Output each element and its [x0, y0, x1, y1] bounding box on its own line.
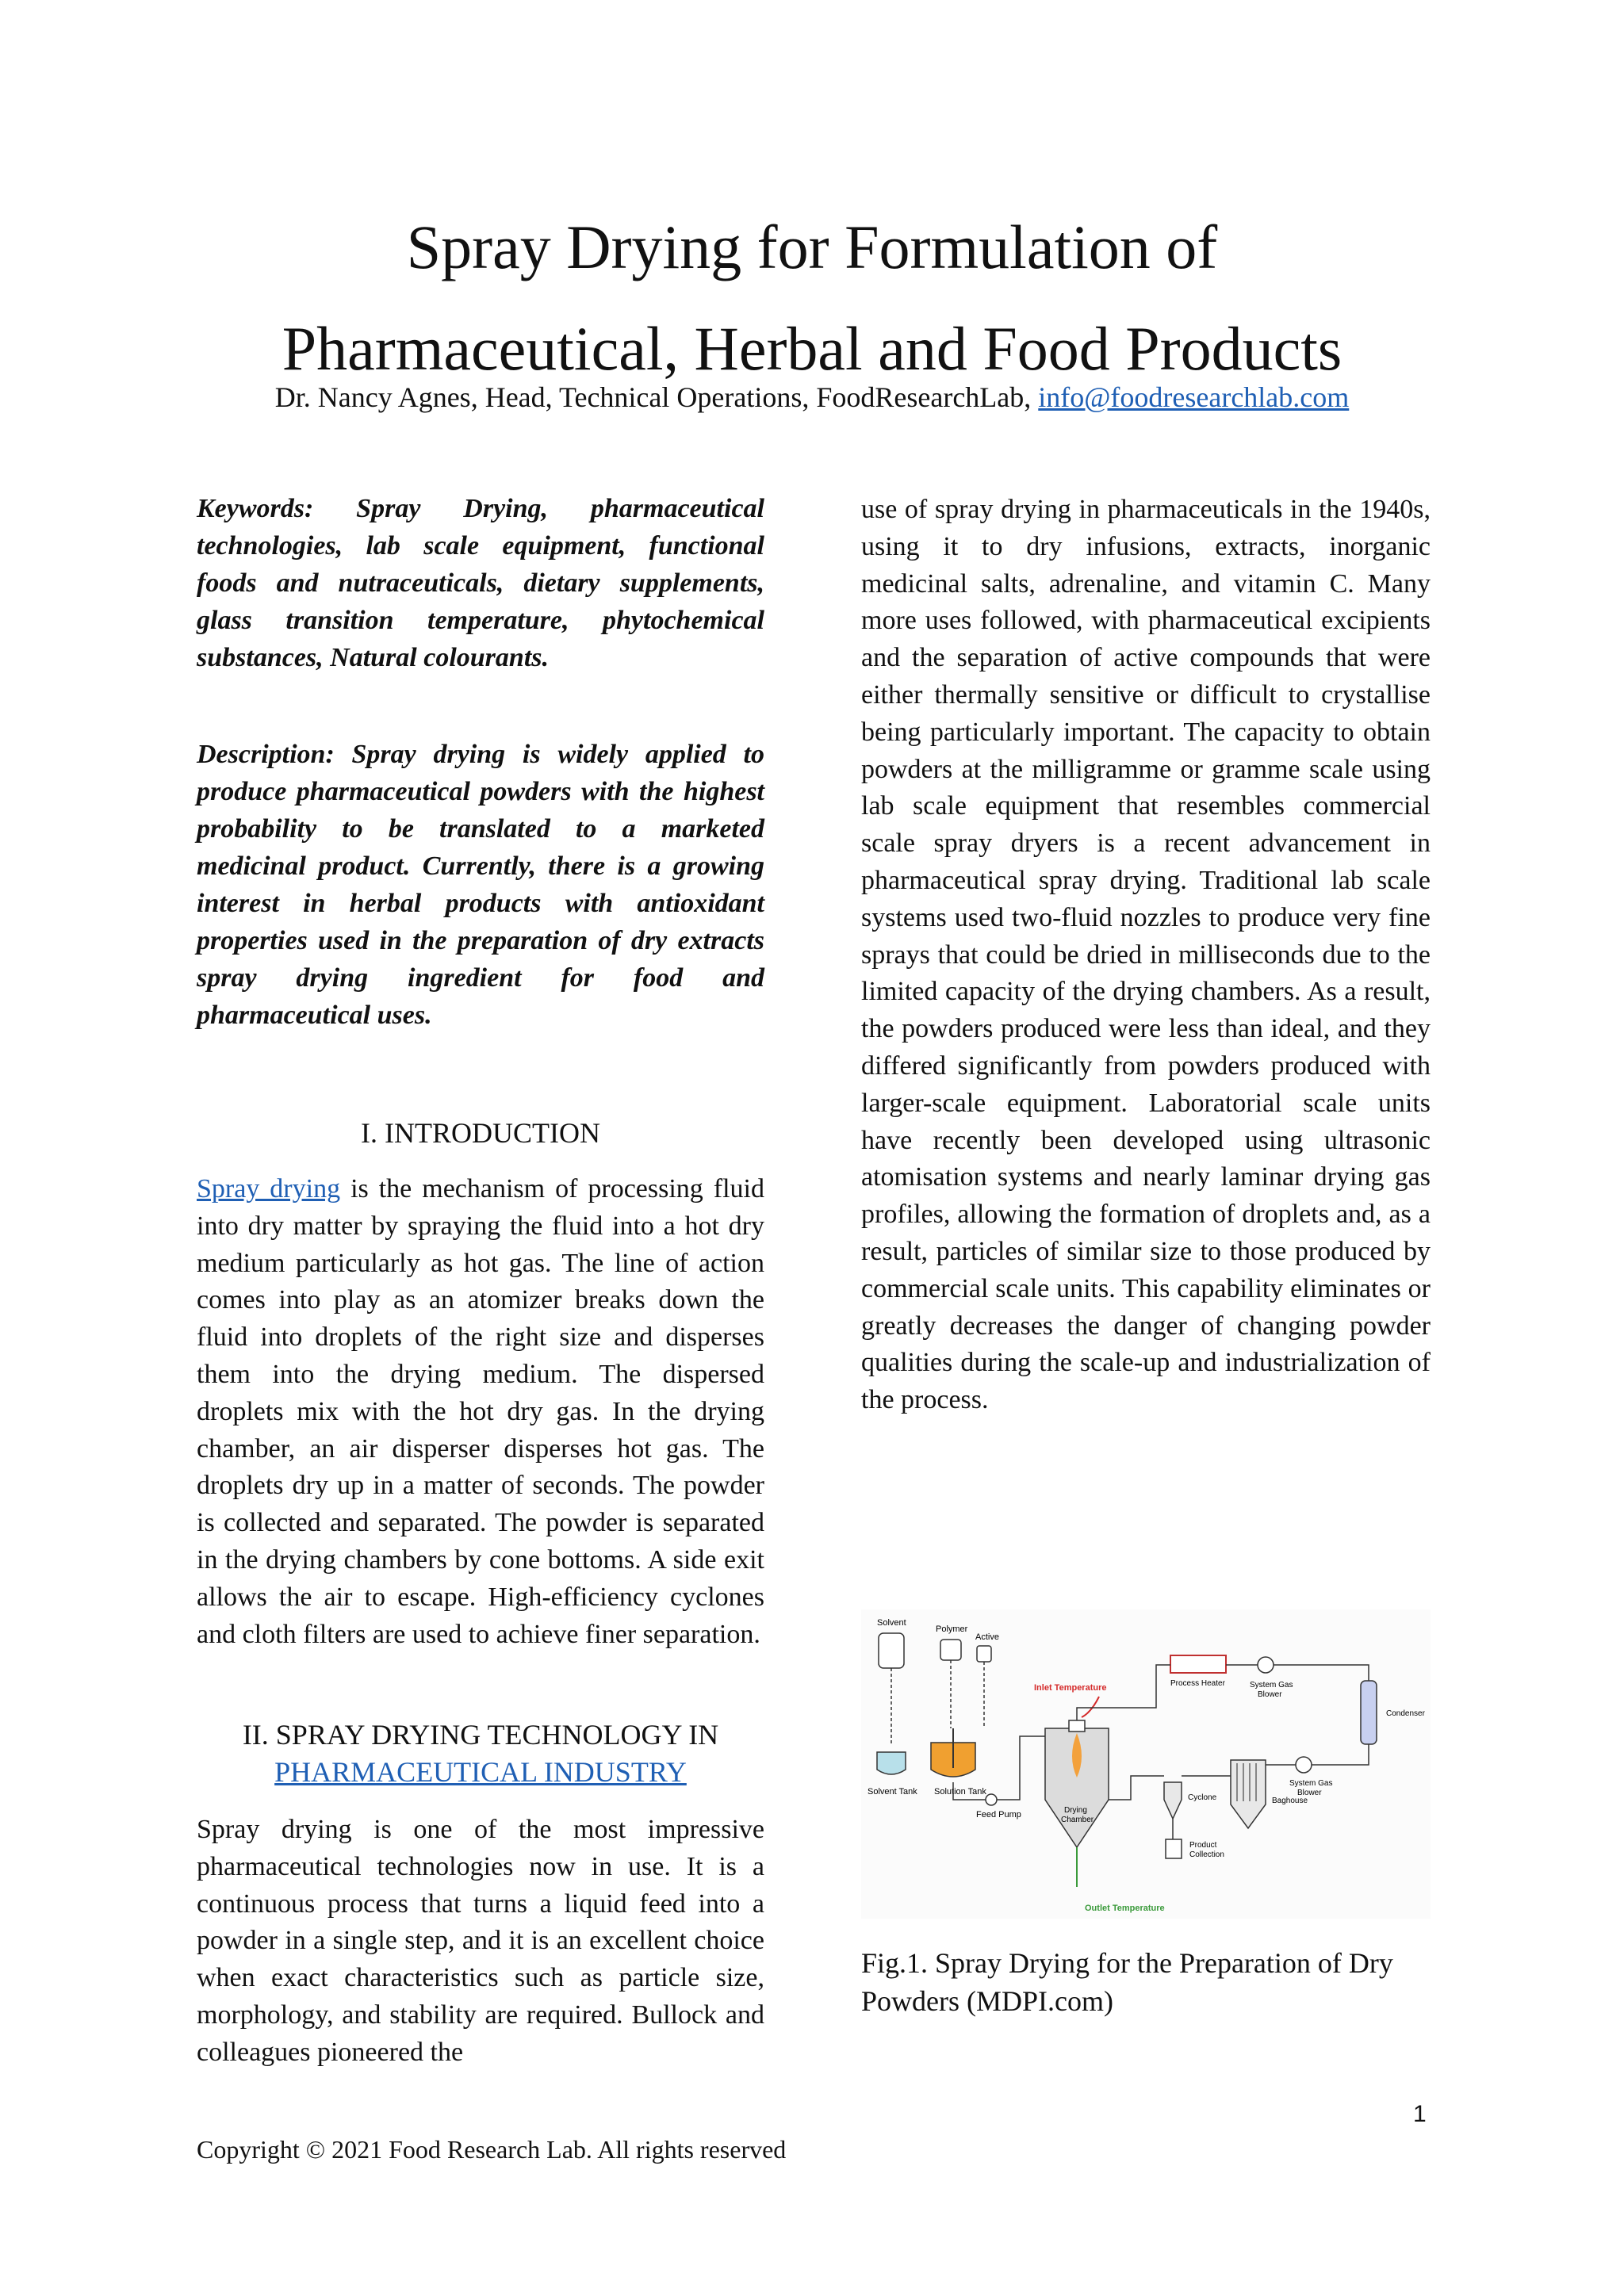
label-polymer: Polymer — [936, 1624, 968, 1634]
label-chamber-1: Drying — [1064, 1806, 1087, 1815]
blower-1 — [1258, 1657, 1274, 1673]
paper-title — [0, 197, 1624, 400]
spray-drying-link[interactable]: Spray drying — [197, 1174, 341, 1203]
label-heater: Process Heater — [1170, 1679, 1225, 1688]
label-baghouse: Baghouse — [1272, 1797, 1308, 1805]
condenser — [1361, 1681, 1377, 1744]
label-blower2-a: System Gas — [1289, 1779, 1333, 1788]
label-cyclone: Cyclone — [1188, 1793, 1217, 1802]
label-condenser: Condenser — [1386, 1709, 1425, 1718]
polymer-container — [940, 1640, 961, 1660]
section-2-heading-line-2 — [197, 1754, 764, 1791]
label-inlet: Inlet Temperature — [1034, 1683, 1107, 1693]
atomizer-nozzle — [1069, 1720, 1085, 1732]
author-line — [0, 377, 1624, 417]
product-collection — [1166, 1839, 1182, 1858]
section-introduction — [197, 1115, 764, 1653]
figure-caption: Fig.1. Spray Drying for the Preparation of Dry Powders (MDPI.com) — [861, 1947, 1393, 2017]
label-chamber-2: Chamber — [1061, 1816, 1094, 1824]
section-1-text: is the mechanism of processing fluid into dry matter by spraying the fluid into a hot dry medium particularly as hot gas. The line of action comes into play as an atomizer breaks down the fluid into droplets of the right size and disperses them into the drying medium. The dispersed droplets mix with the hot dry gas. In the drying chamber, an air disperser disperses hot gas. The droplets dry up in a matter of seconds. The powder is collected and separated. The powder is separated in the drying chambers by cone bottoms. A side exit allows the air to escape. High-efficiency cyclones and cloth filters are used to achieve finer separation. — [197, 1174, 764, 1649]
feed-pump — [986, 1794, 997, 1805]
section-1-body — [197, 1171, 764, 1653]
author-text: Dr. Nancy Agnes, Head, Technical Operations, FoodResearchLab, — [274, 381, 1039, 413]
title-line-1: Spray Drying for Formulation of — [406, 212, 1218, 281]
label-product-a: Product — [1189, 1841, 1217, 1850]
section-2-body-right: use of spray drying in pharmaceuticals in the 1940s, using it to dry infusions, extracts, inorganic medicinal salts, adrenaline, and vitamin C. Many more uses followed, with pharmaceutical excipients and the separation of active compounds that were either thermally sensitive or difficult to crystallise being particularly important. The capacity to obtain powders at the milligramme or gramme scale using lab scale equipment that resembles commercial scale spray dryers is a recent advancement in pharmaceutical spray drying. Traditional lab scale systems used two-fluid nozzles to produce very fine sprays that could be dried in milliseconds due to the limited capacity of the drying chambers. As a result, the powders produced were less than ideal, and they differed significantly from powders produced with larger-scale equipment. Laboratorial scale units have recently been developed using ultrasonic atomisation systems and nearly laminar drying gas profiles, allowing the formation of droplets and, as a result, particles of similar size to those produced by commercial scale units. This capability eliminates or greatly decreases the danger of changing powder qualities during the scale-up and industrialization of the process. — [861, 495, 1431, 1415]
label-solvent-tank: Solvent Tank — [868, 1787, 917, 1797]
label-blower2-b: Blower — [1297, 1789, 1322, 1797]
title-line-2: Pharmaceutical, Herbal and Food Products — [282, 314, 1342, 383]
label-outlet: Outlet Temperature — [1085, 1904, 1165, 1913]
process-heater — [1170, 1655, 1226, 1673]
pharmaceutical-industry-link[interactable]: PHARMACEUTICAL INDUSTRY — [274, 1756, 687, 1788]
label-solvent: Solvent — [877, 1618, 906, 1628]
author-email-link[interactable]: info@foodresearchlab.com — [1038, 381, 1350, 413]
blower-2 — [1296, 1757, 1312, 1773]
solvent-tank — [877, 1752, 906, 1774]
copyright: Copyright © 2021 Food Research Lab. All rights reserved — [197, 2135, 787, 2164]
label-active: Active — [975, 1632, 999, 1642]
label-solution-tank: Solution Tank — [934, 1787, 986, 1797]
description: Description: Spray drying is widely applied to produce pharmaceutical powders with the highest probability to be translated to a marketed medicinal product. Currently, there is a growing interest in herbal products with antioxidant properties used in the preparation of dry extracts spray drying ingredient for food and pharmaceutical uses. — [197, 740, 764, 1030]
page-number: 1 — [1413, 2101, 1427, 2127]
active-container — [977, 1646, 991, 1662]
label-blower1-b: Blower — [1258, 1690, 1282, 1699]
label-product-b: Collection — [1189, 1850, 1224, 1859]
spray-drying-figure — [861, 1609, 1431, 1919]
section-pharma — [197, 1716, 764, 2072]
label-blower1-a: System Gas — [1250, 1681, 1293, 1689]
section-1-heading: I. INTRODUCTION — [361, 1117, 600, 1149]
solvent-bottle — [879, 1633, 904, 1668]
section-2-body-left: Spray drying is one of the most impressive pharmaceutical technologies now in use. It is a continuous process that turns a liquid feed into a powder in a single step, and it is an excellent choice when exact characteristics such as particle size, morphology, and stability are required. Bullock and colleagues pioneered the — [197, 1815, 764, 2067]
keywords: Keywords: Spray Drying, pharmaceutical technologies, lab scale equipment, functional foods and nutraceuticals, dietary supplements, glass transition temperature, phytochemical substances, Natural colourants. — [197, 494, 764, 672]
label-feed-pump: Feed Pump — [976, 1810, 1021, 1820]
section-2-heading-line-1: II. SPRAY DRYING TECHNOLOGY IN — [242, 1719, 719, 1751]
